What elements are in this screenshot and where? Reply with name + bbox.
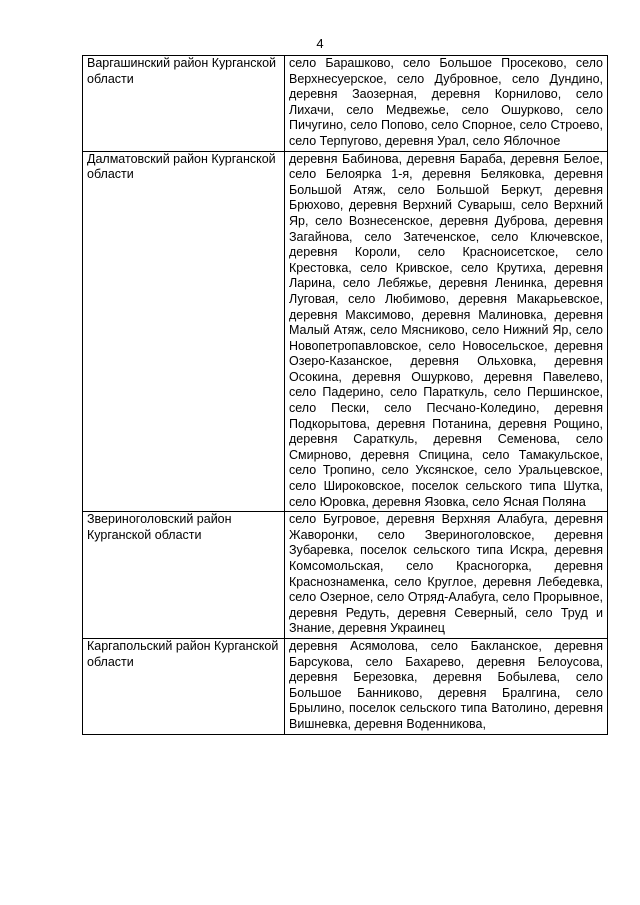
- settlements-table: [82, 55, 608, 735]
- table-row: [83, 512, 608, 639]
- settlements-list: село Бугровое, деревня Верхняя Алабуга, деревня Жаворонки, село Звериноголовское, деревня Зубаревка, поселок сельского типа Искра, деревня Комсомольская, село Красногорка, деревня Краснознаменка, село Круглое, деревня Лебедевка, село Озерное, село Отряд-Алабуга, село Прорывное, деревня Редуть, деревня Северный, село Труд и Знание, деревня Украинец: [285, 512, 608, 639]
- district-name: Далматовский район Курганской области: [83, 151, 285, 512]
- district-name: Каргапольский район Курганской области: [83, 638, 285, 734]
- district-name: Варгашинский район Курганской области: [83, 56, 285, 152]
- district-name: Звериноголовский район Курганской области: [83, 512, 285, 639]
- page-number: 4: [316, 36, 324, 51]
- table-row: [83, 638, 608, 734]
- settlements-list: деревня Асямолова, село Бакланское, деревня Барсукова, село Бахарево, деревня Белоусова, деревня Березовка, деревня Бобылева, село Большое Банниково, деревня Бралгина, село Брылино, поселок сельского типа Ватолино, деревня Вишневка, деревня Воденникова,: [285, 638, 608, 734]
- table-row: [83, 151, 608, 512]
- settlements-list: деревня Бабинова, деревня Бараба, деревня Белое, село Белоярка 1-я, деревня Беляковка, деревня Большой Атяж, село Большой Беркут, деревня Брюхово, деревня Верхний Суварыш, село Верхний Яр, село Вознесенское, деревня Дуброва, деревня Загайнова, село Затеченское, село Ключевское, деревня Короли, село Красноисетское, село Крестовка, село Кривское, село Крутиха, деревня Ларина, село Лебяжье, деревня Ленинка, деревня Луговая, село Любимово, деревня Макарьевское, деревня Максимово, деревня Малиновка, деревня Малый Атяж, село Мясниково, село Нижний Яр, село Новопетропавловское, село Новосельское, деревня Озеро-Казанское, деревня Ольховка, деревня Осокина, деревня Ошурково, деревня Павелево, село Падерино, село Параткуль, село Першинское, село Пески, село Песчано-Коледино, деревня Подкорытова, деревня Потанина, деревня Рощино, деревня Сараткуль, деревня Семенова, село Смирново, деревня Спицина, село Тамакульское, село Тропино, село Уксянское, село Уральцевское, село Широковское, поселок сельского типа Шутка, село Юровка, деревня Язовка, село Ясная Поляна: [285, 151, 608, 512]
- settlements-list: село Барашково, село Большое Просеково, село Верхнесуерское, село Дубровное, село Дундино, деревня Заозерная, деревня Корнилово, село Лихачи, село Медвежье, село Ошурково, село Пичугино, село Попово, село Спорное, село Строево, село Терпугово, деревня Урал, село Яблочное: [285, 56, 608, 152]
- table-row: [83, 56, 608, 152]
